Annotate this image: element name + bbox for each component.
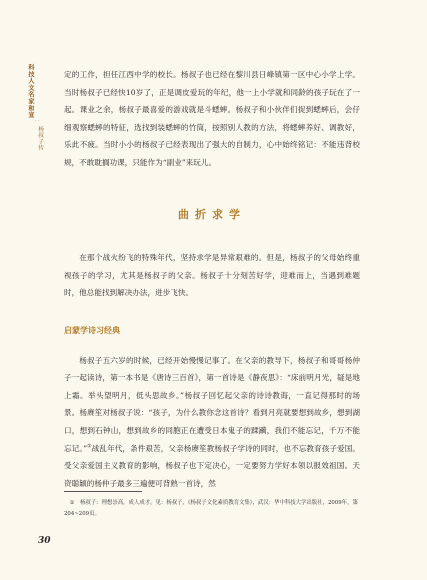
sidebar-book-title: 科技人文名家和宣: [27, 64, 34, 119]
subsection-title: 启蒙学诗习经典: [64, 325, 120, 335]
subsection-paragraph: [64, 352, 360, 493]
footnote-reference[interactable]: ①: [87, 442, 92, 449]
page-number: 30: [38, 536, 51, 546]
sidebar: [0, 0, 54, 580]
footnote: [64, 498, 360, 520]
section-title: 曲折求学: [178, 207, 246, 221]
sidebar-subtitle: 杨叔子传: [37, 126, 43, 151]
footnote-text: 杨叔子：理想崇高，成人成才，见：杨叔子，《杨叔子文化素质教育文集》，武汉：华中科技大学出版社，2009年，第204~209页。: [64, 500, 358, 517]
intro-paragraph: 定的工作，担任江西中学的校长。杨叔子也已经在黎川县日峰镇第一区中心小学上学。当时杨叔子已经快10岁了，正是调皮爱玩的年纪，他一上小学就和同龄的孩子玩在了一起。课业之余，杨叔子最喜爱的游戏就是斗蟋蟀。杨叔子和小伙伴们捉到蟋蟀后，会仔细观察蟋蟀的特征，选找到装蟋蟀的竹筒，按照别人教的方法，将蟋蟀养好、调教好，乐此不疲。当时小小的杨叔子已经表现出了强大的自制力，心中始终铭记：不能违背校规，不敢耽搁功课，只能作为“副业”来玩儿。: [64, 70, 360, 167]
paragraph-text-after-note: 战乱年代，条件艰苦，父亲杨赓笙教杨叔子学诗的同时，也不忘教育孩子爱国。受父亲爱国主义教育的影响，杨叔子也下定决心，一定要努力学好本领以报效祖国。天资聪颖的杨仲子最多三遍便可背熟一首诗，然: [64, 443, 361, 488]
main-text: [64, 66, 360, 492]
paragraph-text-before-note: 杨叔子五六岁的时候，已经开始慢慢记事了。在父亲的教导下，杨叔子和哥哥杨仲子一起读诗，第一本书是《唐诗三百首》，第一首诗是《静夜思》：“床前明月光，疑是地上霜。举头望明月，低头思故乡。”杨叔子回忆起父亲的诗诗教诲，一直记得那时的场景。杨赓笙对杨叔子说：“孩子，为什么教你念这首诗？看到月亮就要想到故乡，想到湖口，想到石钟山，想到故乡的同胞正在遭受日本鬼子的蹂躏，我们不能忘记，千万不能忘记。”: [64, 355, 360, 453]
footnote-divider: [64, 491, 142, 492]
section-paragraph: 在那个战火纷飞的特殊年代，坚持求学是异常艰难的。但是，杨叔子的父母始终重视孩子的学习，尤其是杨叔子的父亲。杨叔子十分刻苦好学，迎难而上，当遇到难题时，他总能找到解决办法，进步飞快。: [64, 253, 360, 298]
footnote-mark: ①: [69, 500, 75, 506]
sidebar-dots: ··: [35, 118, 41, 124]
